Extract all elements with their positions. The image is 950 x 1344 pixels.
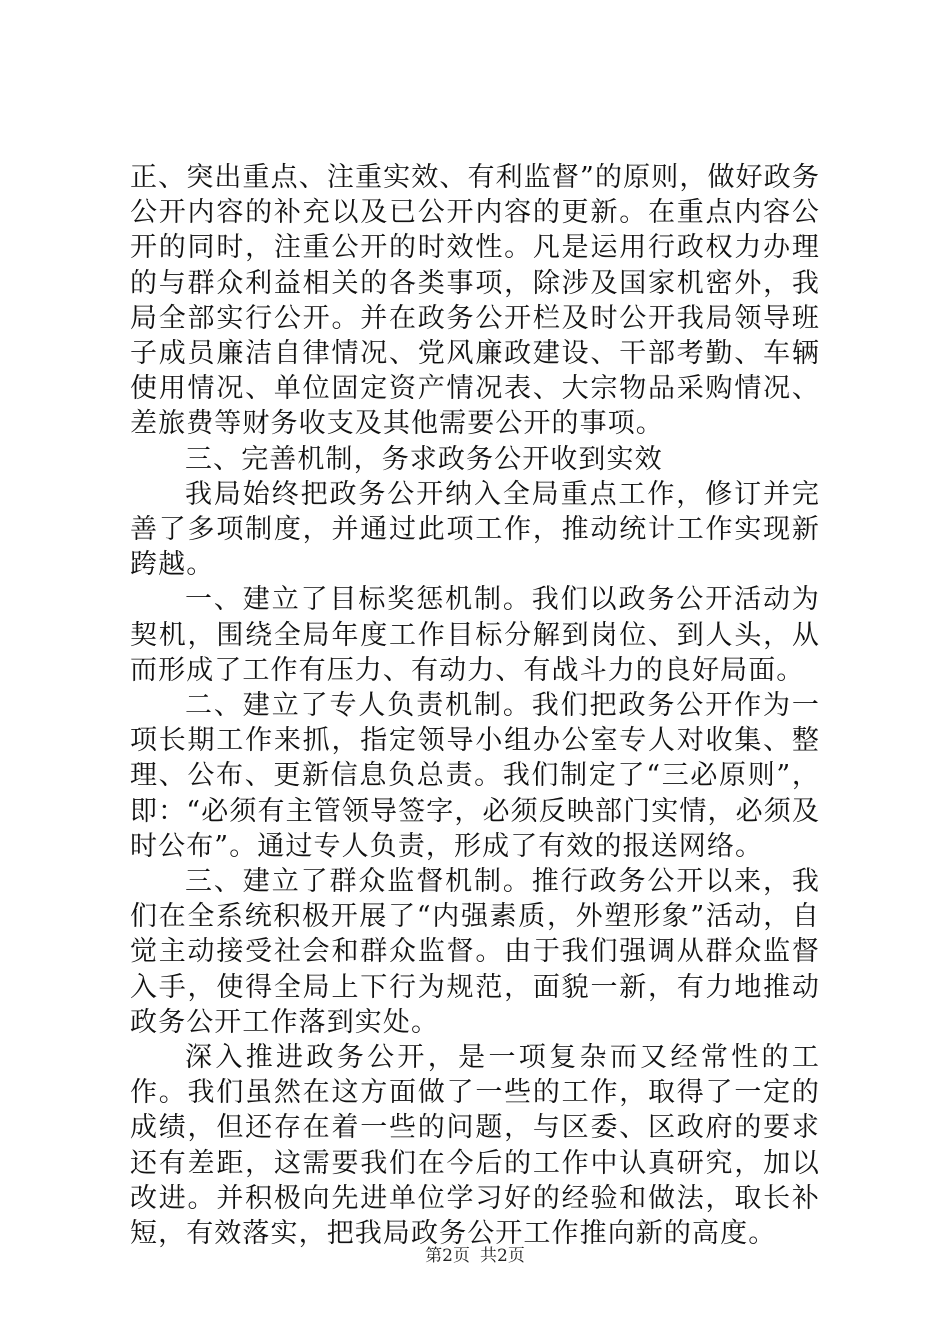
page-total: 共2页: [480, 1246, 525, 1266]
page-footer: [0, 1245, 950, 1267]
paragraph-continued: 正、突出重点、注重实效、有利监督”的原则，做好政务公开内容的补充以及已公开内容的更新。在重点内容公开的同时，注重公开的时效性。凡是运用行政权力办理的与群众利益相关的各类事项，除涉及国家机密外，我局全部实行公开。并在政务公开栏及时公开我局领导班子成员廉洁自律情况、党风廉政建设、干部考勤、车辆使用情况、单位固定资产情况表、大宗物品采购情况、差旅费等财务收支及其他需要公开的事项。: [130, 162, 820, 440]
paragraph-item-3: 三、建立了群众监督机制。推行政务公开以来，我们在全系统积极开展了“内强素质，外塑形象”活动，自觉主动接受社会和群众监督。由于我们强调从群众监督入手，使得全局上下行为规范，面貌一新，有力地推动政务公开工作落到实处。: [130, 866, 820, 1038]
paragraph-intro: 我局始终把政务公开纳入全局重点工作，修订并完善了多项制度，并通过此项工作，推动统计工作实现新跨越。: [130, 478, 820, 581]
paragraph-item-2: 二、建立了专人负责机制。我们把政务公开作为一项长期工作来抓，指定领导小组办公室专人对收集、整理、公布、更新信息负总责。我们制定了“三必原则”，即：“必须有主管领导签字，必须反映部门实情，必须及时公布”。通过专人负责，形成了有效的报送网络。: [130, 690, 820, 862]
document-body: [130, 160, 820, 1251]
paragraph-item-1: 一、建立了目标奖惩机制。我们以政务公开活动为契机，围绕全局年度工作目标分解到岗位、到人头，从而形成了工作有压力、有动力、有战斗力的良好局面。: [130, 584, 820, 686]
paragraph-conclusion: 深入推进政务公开，是一项复杂而又经常性的工作。我们虽然在这方面做了一些的工作，取得了一定的成绩，但还存在着一些的问题，与区委、区政府的要求还有差距，这需要我们在今后的工作中认真研究，加以改进。并积极向先进单位学习好的经验和做法，取长补短，有效落实，把我局政务公开工作推向新的高度。: [130, 1042, 820, 1250]
page-number: 第2页: [425, 1246, 470, 1266]
section-heading: 三、完善机制，务求政务公开收到实效: [185, 443, 663, 475]
